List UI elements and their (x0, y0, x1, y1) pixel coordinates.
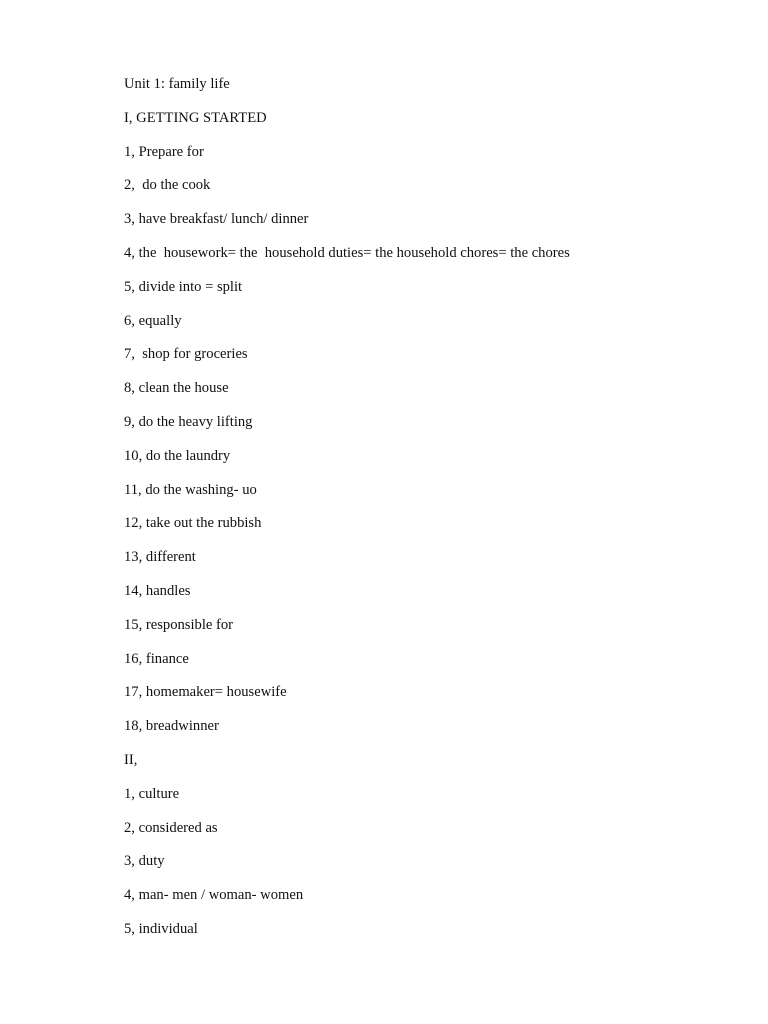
list-item: 14, handles (124, 582, 191, 599)
section-heading: II, (124, 751, 138, 768)
list-item: 17, homemaker= housewife (124, 684, 287, 701)
list-item: 8, clean the house (124, 380, 229, 397)
list-item: 12, take out the rubbish (124, 515, 262, 532)
list-item: 11, do the washing- uo (124, 481, 257, 498)
list-item: 2, do the cook (124, 177, 211, 194)
list-item: 1, culture (124, 785, 180, 802)
list-item: 3, have breakfast/ lunch/ dinner (124, 211, 309, 228)
list-item: 16, finance (124, 650, 189, 667)
list-item: 5, divide into = split (124, 278, 243, 295)
list-item: 3, duty (124, 853, 165, 870)
list-item: 6, equally (124, 312, 182, 329)
list-item: 4, man- men / woman- women (124, 887, 304, 904)
document-title: Unit 1: family life (124, 76, 230, 92)
list-item: 13, different (124, 549, 196, 566)
list-item: 5, individual (124, 920, 198, 937)
list-item: 18, breadwinner (124, 718, 219, 735)
section-heading: I, GETTING STARTED (124, 109, 267, 126)
list-item: 15, responsible for (124, 616, 234, 633)
list-item: 1, Prepare for (124, 143, 204, 160)
list-item: 2, considered as (124, 819, 218, 836)
list-item: 4, the housework= the household duties= the household chores= the chores (124, 244, 570, 261)
list-item: 7, shop for groceries (124, 346, 248, 363)
list-item: 10, do the laundry (124, 447, 231, 464)
list-item: 9, do the heavy lifting (124, 413, 253, 430)
vocabulary-list (124, 74, 570, 953)
